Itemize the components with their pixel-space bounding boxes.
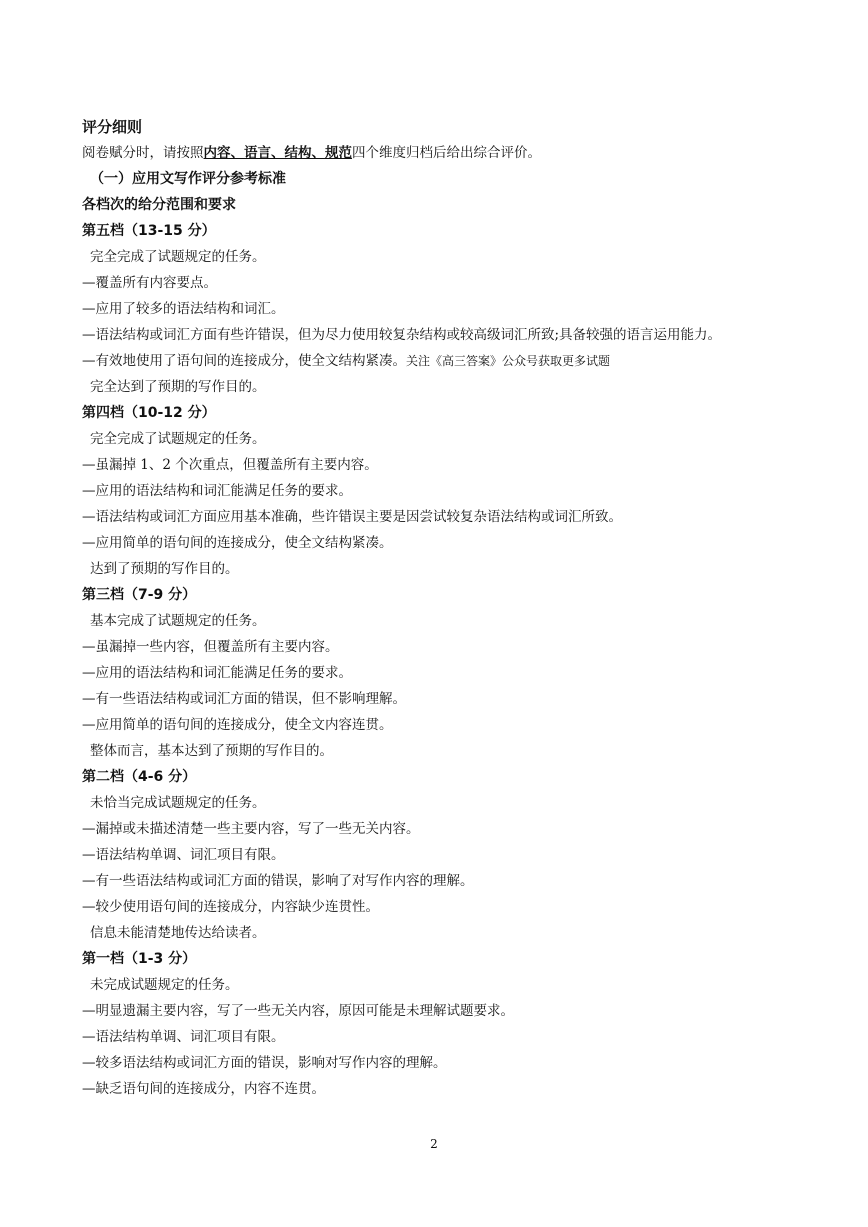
grade-title: 第二档（4-6 分） (82, 769, 197, 785)
criterion-line (82, 452, 802, 478)
criterion-line (82, 660, 802, 686)
range-title: 各档次的给分范围和要求 (82, 197, 236, 213)
criterion-text: 完全达到了预期的写作目的。 (90, 379, 266, 395)
criterion-text: —应用的语法结构和词汇能满足任务的要求。 (82, 665, 352, 681)
grade-title: 第四档（10-12 分） (82, 405, 216, 421)
criterion-text: —有效地使用了语句间的连接成分，使全文结构紧凑。 (82, 353, 406, 369)
criterion-line (82, 530, 802, 556)
criterion-line (82, 322, 802, 348)
criterion-text: —有一些语法结构或词汇方面的错误，影响了对写作内容的理解。 (82, 873, 474, 889)
criterion-text: —明显遗漏主要内容，写了一些无关内容，原因可能是未理解试题要求。 (82, 1003, 514, 1019)
criterion-line (82, 244, 802, 270)
criterion-line (82, 998, 802, 1024)
criterion-line (82, 920, 802, 946)
criterion-line (82, 270, 802, 296)
criterion-text: 完全完成了试题规定的任务。 (90, 249, 266, 265)
criterion-text: —应用的语法结构和词汇能满足任务的要求。 (82, 483, 352, 499)
criterion-line (82, 868, 802, 894)
grades-list (82, 218, 802, 1102)
page-number: 2 (430, 1137, 438, 1151)
criterion-line (82, 504, 802, 530)
criterion-text: —语法结构单调、词汇项目有限。 (82, 1029, 285, 1045)
criterion-line (82, 738, 802, 764)
grade-title: 第三档（7-9 分） (82, 587, 197, 603)
criterion-line (82, 608, 802, 634)
criterion-line (82, 842, 802, 868)
criterion-line (82, 790, 802, 816)
criterion-text: —有一些语法结构或词汇方面的错误，但不影响理解。 (82, 691, 406, 707)
criterion-line (82, 1076, 802, 1102)
criterion-line (82, 1024, 802, 1050)
grade-title: 第一档（1-3 分） (82, 951, 197, 967)
criterion-text: —缺乏语句间的连接成分，内容不连贯。 (82, 1081, 325, 1097)
criterion-line (82, 634, 802, 660)
criterion-line (82, 374, 802, 400)
criterion-text: 完全完成了试题规定的任务。 (90, 431, 266, 447)
criterion-line (82, 894, 802, 920)
criterion-text: —语法结构单调、词汇项目有限。 (82, 847, 285, 863)
criterion-line (82, 426, 802, 452)
criterion-text: 未恰当完成试题规定的任务。 (90, 795, 266, 811)
criterion-text: —应用简单的语句间的连接成分，使全文内容连贯。 (82, 717, 393, 733)
criterion-line (82, 712, 802, 738)
intro-suffix: 四个维度归档后给出综合评价。 (352, 145, 541, 161)
section-title: （一）应用文写作评分参考标准 (90, 171, 286, 187)
intro-dimensions: 内容、语言、结构、规范 (203, 145, 352, 161)
criterion-line (82, 972, 802, 998)
criterion-text: —语法结构或词汇方面有些许错误，但为尽力使用较复杂结构或较高级词汇所致;具备较强的语言运用能力。 (82, 327, 722, 343)
criterion-line (82, 478, 802, 504)
criterion-text: 信息未能清楚地传达给读者。 (90, 925, 266, 941)
criterion-text: —虽漏掉一些内容，但覆盖所有主要内容。 (82, 639, 339, 655)
intro-line (82, 140, 802, 166)
criterion-text: —语法结构或词汇方面应用基本准确，些许错误主要是因尝试较复杂语法结构或词汇所致。 (82, 509, 622, 525)
criterion-text: —应用简单的语句间的连接成分，使全文结构紧凑。 (82, 535, 393, 551)
intro-prefix: 阅卷赋分时，请按照 (82, 145, 204, 161)
criterion-text: —较少使用语句间的连接成分，内容缺少连贯性。 (82, 899, 379, 915)
criterion-text: —漏掉或未描述清楚一些主要内容，写了一些无关内容。 (82, 821, 420, 837)
criterion-text: —虽漏掉 1、2 个次重点，但覆盖所有主要内容。 (82, 457, 378, 473)
criterion-line (82, 1050, 802, 1076)
criterion-text: —覆盖所有内容要点。 (82, 275, 217, 291)
criterion-text: 未完成试题规定的任务。 (90, 977, 239, 993)
heading: 评分细则 (82, 118, 143, 136)
document-body (82, 114, 802, 1102)
grade-title: 第五档（13-15 分） (82, 223, 216, 239)
criterion-line (82, 556, 802, 582)
criterion-text: 达到了预期的写作目的。 (90, 561, 239, 577)
criterion-text: 整体而言，基本达到了预期的写作目的。 (90, 743, 333, 759)
criterion-line (82, 296, 802, 322)
criterion-line (82, 348, 802, 374)
criterion-line (82, 816, 802, 842)
criterion-text: 基本完成了试题规定的任务。 (90, 613, 266, 629)
watermark-note: 关注《高三答案》公众号获取更多试题 (406, 354, 611, 368)
criterion-text: —应用了较多的语法结构和词汇。 (82, 301, 285, 317)
criterion-line (82, 686, 802, 712)
criterion-text: —较多语法结构或词汇方面的错误，影响对写作内容的理解。 (82, 1055, 447, 1071)
